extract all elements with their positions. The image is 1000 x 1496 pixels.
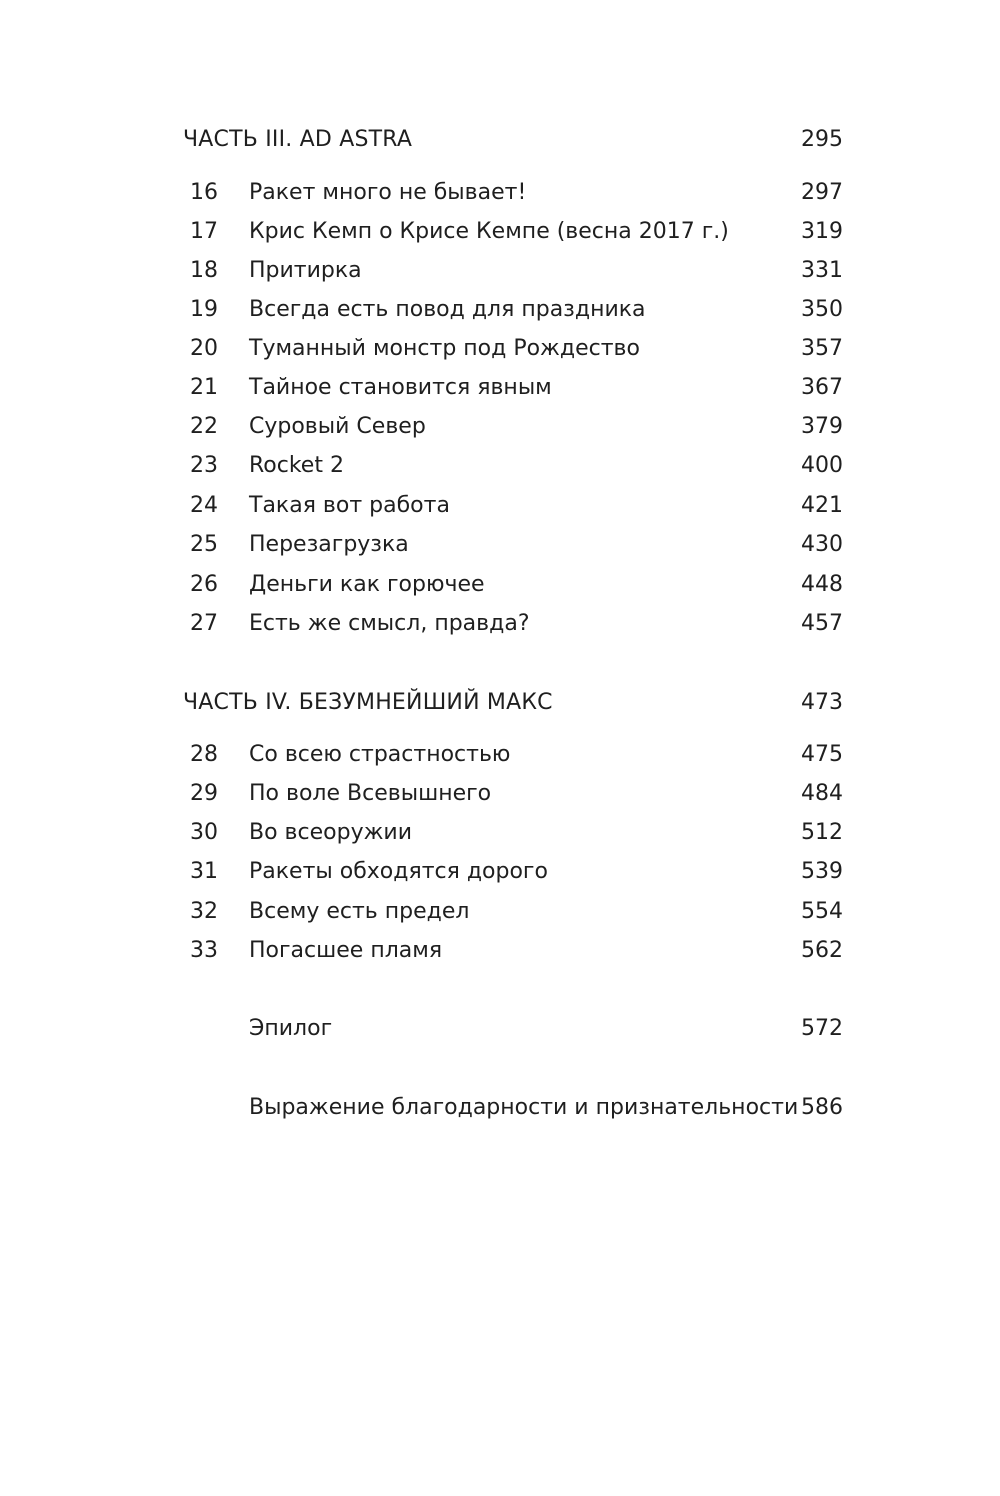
chapter-row xyxy=(0,488,1000,524)
back-matter-title: Эпилог xyxy=(249,1016,333,1041)
chapter-row xyxy=(0,448,1000,484)
chapter-row xyxy=(0,854,1000,890)
part-title: ЧАСТЬ IV. БЕЗУМНЕЙШИЙ МАКС xyxy=(183,690,553,715)
part-page-number: 473 xyxy=(801,690,843,715)
chapter-number: 31 xyxy=(190,859,218,884)
chapter-title: Всему есть предел xyxy=(249,899,470,924)
chapter-page-number: 475 xyxy=(801,742,843,767)
chapter-row xyxy=(0,331,1000,367)
chapter-number: 30 xyxy=(190,820,218,845)
chapter-title: Погасшее пламя xyxy=(249,938,443,963)
back-matter-page-number: 572 xyxy=(801,1016,843,1041)
chapter-number: 22 xyxy=(190,414,218,439)
chapter-page-number: 421 xyxy=(801,493,843,518)
chapter-row xyxy=(0,409,1000,445)
chapter-page-number: 319 xyxy=(801,219,843,244)
chapter-row xyxy=(0,776,1000,812)
chapter-title: Суровый Север xyxy=(249,414,426,439)
chapter-title: Ракеты обходятся дорого xyxy=(249,859,548,884)
chapter-number: 29 xyxy=(190,781,218,806)
chapter-number: 25 xyxy=(190,532,218,557)
chapter-number: 28 xyxy=(190,742,218,767)
acknowledgements-row xyxy=(0,1090,1000,1126)
chapter-row xyxy=(0,737,1000,773)
chapter-row xyxy=(0,527,1000,563)
chapter-title: Притирка xyxy=(249,258,362,283)
chapter-row xyxy=(0,606,1000,642)
chapter-row xyxy=(0,815,1000,851)
chapter-number: 24 xyxy=(190,493,218,518)
chapter-title: Всегда есть повод для праздника xyxy=(249,297,646,322)
chapter-page-number: 448 xyxy=(801,572,843,597)
chapter-number: 19 xyxy=(190,297,218,322)
chapter-page-number: 554 xyxy=(801,899,843,924)
chapter-page-number: 430 xyxy=(801,532,843,557)
chapter-row xyxy=(0,894,1000,930)
chapter-title: Такая вот работа xyxy=(249,493,450,518)
chapter-page-number: 400 xyxy=(801,453,843,478)
chapter-page-number: 484 xyxy=(801,781,843,806)
chapter-page-number: 379 xyxy=(801,414,843,439)
chapter-row xyxy=(0,292,1000,328)
chapter-row xyxy=(0,253,1000,289)
chapter-title: По воле Всевышнего xyxy=(249,781,492,806)
chapter-row xyxy=(0,567,1000,603)
chapter-title: Крис Кемп о Крисе Кемпе (весна 2017 г.) xyxy=(249,219,729,244)
chapter-page-number: 297 xyxy=(801,180,843,205)
chapter-title: Ракет много не бывает! xyxy=(249,180,527,205)
part-heading-iv xyxy=(0,685,1000,721)
chapter-number: 18 xyxy=(190,258,218,283)
chapter-number: 20 xyxy=(190,336,218,361)
chapter-row xyxy=(0,933,1000,969)
chapter-title: Перезагрузка xyxy=(249,532,409,557)
chapter-page-number: 457 xyxy=(801,611,843,636)
chapter-page-number: 512 xyxy=(801,820,843,845)
chapter-number: 33 xyxy=(190,938,218,963)
back-matter-page-number: 586 xyxy=(801,1095,843,1120)
chapter-row xyxy=(0,175,1000,211)
chapter-number: 32 xyxy=(190,899,218,924)
chapter-title: Есть же смысл, правда? xyxy=(249,611,530,636)
chapter-page-number: 357 xyxy=(801,336,843,361)
chapter-title: Тайное становится явным xyxy=(249,375,552,400)
chapter-row xyxy=(0,214,1000,250)
chapter-page-number: 539 xyxy=(801,859,843,884)
chapter-row xyxy=(0,370,1000,406)
chapter-number: 26 xyxy=(190,572,218,597)
chapter-title: Деньги как горючее xyxy=(249,572,485,597)
chapter-title: Во всеоружии xyxy=(249,820,413,845)
chapter-number: 23 xyxy=(190,453,218,478)
part-page-number: 295 xyxy=(801,127,843,152)
chapter-title: Со всею страстностью xyxy=(249,742,511,767)
chapter-page-number: 367 xyxy=(801,375,843,400)
chapter-page-number: 350 xyxy=(801,297,843,322)
back-matter-title: Выражение благодарности и признательности xyxy=(249,1095,799,1120)
chapter-page-number: 331 xyxy=(801,258,843,283)
chapter-number: 16 xyxy=(190,180,218,205)
chapter-number: 21 xyxy=(190,375,218,400)
chapter-number: 27 xyxy=(190,611,218,636)
chapter-page-number: 562 xyxy=(801,938,843,963)
epilogue-row xyxy=(0,1011,1000,1047)
chapter-title: Туманный монстр под Рождество xyxy=(249,336,640,361)
chapter-title: Rocket 2 xyxy=(249,453,344,478)
part-title: ЧАСТЬ III. AD ASTRA xyxy=(183,127,413,152)
part-heading-iii xyxy=(0,122,1000,158)
chapter-number: 17 xyxy=(190,219,218,244)
